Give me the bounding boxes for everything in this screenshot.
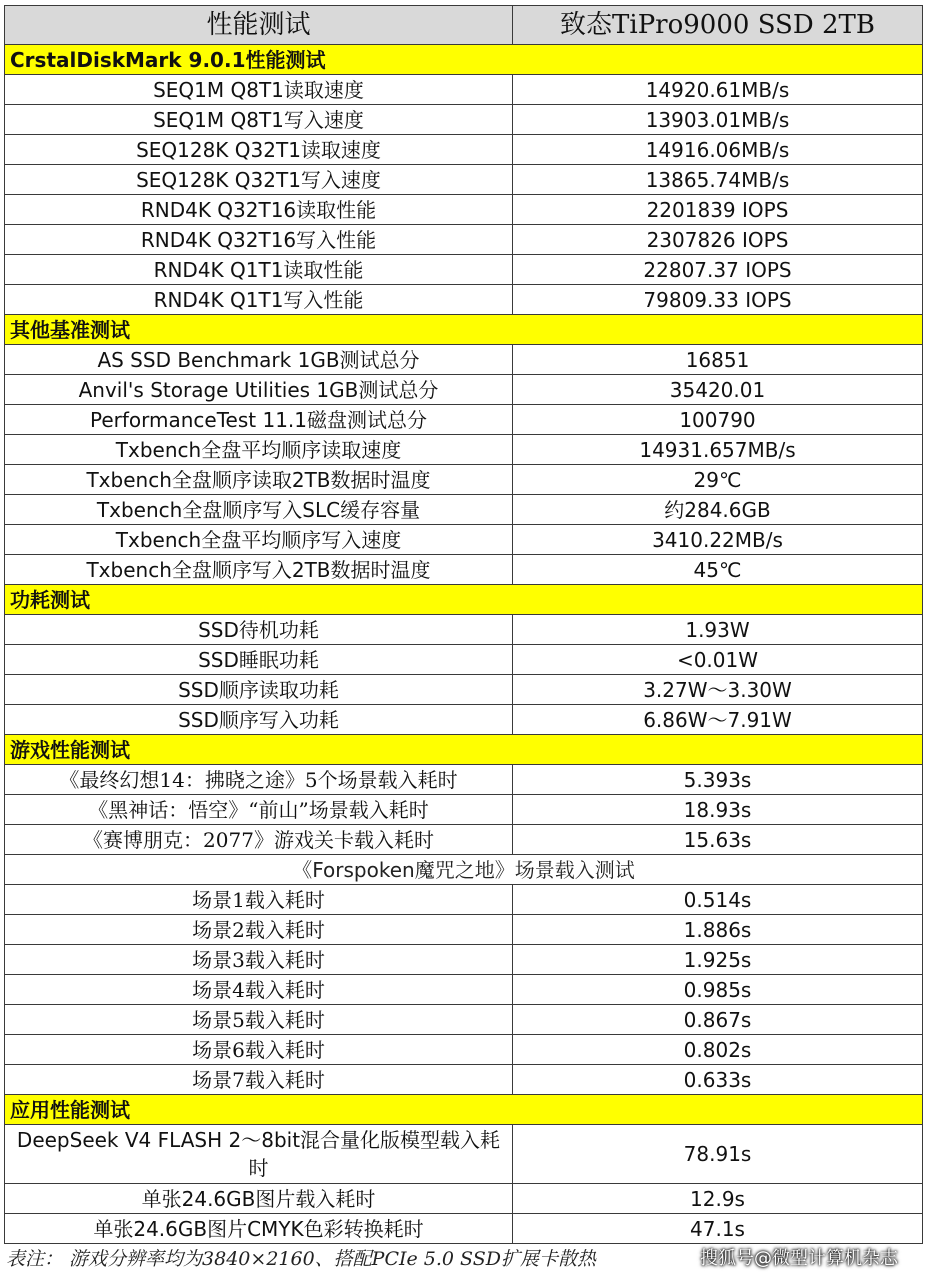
section-title: CrstalDiskMark 9.0.1性能测试 bbox=[5, 45, 923, 75]
test-value: 22807.37 IOPS bbox=[513, 255, 923, 285]
test-value: 12.9s bbox=[513, 1184, 923, 1214]
test-label: SEQ128K Q32T1读取速度 bbox=[5, 135, 513, 165]
test-value: <0.01W bbox=[513, 645, 923, 675]
test-label: SSD待机功耗 bbox=[5, 615, 513, 645]
test-value: 5.393s bbox=[513, 765, 923, 795]
test-value: 14916.06MB/s bbox=[513, 135, 923, 165]
table-row bbox=[5, 135, 923, 165]
test-value: 15.63s bbox=[513, 825, 923, 855]
test-value: 18.93s bbox=[513, 795, 923, 825]
table-row bbox=[5, 1214, 923, 1244]
test-label: 场景5载入耗时 bbox=[5, 1005, 513, 1035]
table-row bbox=[5, 795, 923, 825]
table-row bbox=[5, 945, 923, 975]
test-value: 1.886s bbox=[513, 915, 923, 945]
source-watermark: 搜狐号@微型计算机杂志 bbox=[700, 1248, 898, 1269]
test-value: 0.867s bbox=[513, 1005, 923, 1035]
table-row bbox=[5, 345, 923, 375]
test-value: 2201839 IOPS bbox=[513, 195, 923, 225]
table-row bbox=[5, 225, 923, 255]
test-label: 《黑神话：悟空》“前山”场景载入耗时 bbox=[5, 795, 513, 825]
table-row bbox=[5, 255, 923, 285]
test-value: 47.1s bbox=[513, 1214, 923, 1244]
test-label: 场景2载入耗时 bbox=[5, 915, 513, 945]
test-label: SEQ128K Q32T1写入速度 bbox=[5, 165, 513, 195]
test-label: SSD睡眠功耗 bbox=[5, 645, 513, 675]
test-label: RND4K Q1T1读取性能 bbox=[5, 255, 513, 285]
test-label: RND4K Q32T16写入性能 bbox=[5, 225, 513, 255]
test-value: 0.633s bbox=[513, 1065, 923, 1095]
test-value: 0.802s bbox=[513, 1035, 923, 1065]
table-row bbox=[5, 705, 923, 735]
test-label: RND4K Q32T16读取性能 bbox=[5, 195, 513, 225]
section-row bbox=[5, 1095, 923, 1125]
test-value: 6.86W～7.91W bbox=[513, 705, 923, 735]
section-title: 应用性能测试 bbox=[5, 1095, 923, 1125]
test-label: 场景7载入耗时 bbox=[5, 1065, 513, 1095]
test-label: Txbench全盘顺序写入SLC缓存容量 bbox=[5, 495, 513, 525]
test-value: 78.91s bbox=[513, 1125, 923, 1184]
table-row bbox=[5, 1035, 923, 1065]
test-label: Txbench全盘顺序读取2TB数据时温度 bbox=[5, 465, 513, 495]
table-row bbox=[5, 525, 923, 555]
test-value: 1.925s bbox=[513, 945, 923, 975]
test-label: RND4K Q1T1写入性能 bbox=[5, 285, 513, 315]
test-value: 79809.33 IOPS bbox=[513, 285, 923, 315]
table-row bbox=[5, 195, 923, 225]
test-label: SSD顺序写入功耗 bbox=[5, 705, 513, 735]
test-label: Txbench全盘平均顺序读取速度 bbox=[5, 435, 513, 465]
test-label: 场景3载入耗时 bbox=[5, 945, 513, 975]
table-note: 表注： 游戏分辨率均为3840×2160、搭配PCIe 5.0 SSD扩展卡散热 bbox=[6, 1248, 596, 1270]
test-value: 100790 bbox=[513, 405, 923, 435]
table-row bbox=[5, 405, 923, 435]
test-label: 场景1载入耗时 bbox=[5, 885, 513, 915]
test-label: SSD顺序读取功耗 bbox=[5, 675, 513, 705]
test-label: AS SSD Benchmark 1GB测试总分 bbox=[5, 345, 513, 375]
test-value: 2307826 IOPS bbox=[513, 225, 923, 255]
table-row bbox=[5, 645, 923, 675]
test-label: Txbench全盘平均顺序写入速度 bbox=[5, 525, 513, 555]
test-value: 13903.01MB/s bbox=[513, 105, 923, 135]
test-value: 0.514s bbox=[513, 885, 923, 915]
table-row bbox=[5, 75, 923, 105]
table-row bbox=[5, 555, 923, 585]
table-row bbox=[5, 975, 923, 1005]
table-row bbox=[5, 465, 923, 495]
section-row bbox=[5, 585, 923, 615]
test-value: 29℃ bbox=[513, 465, 923, 495]
test-value: 16851 bbox=[513, 345, 923, 375]
test-value: 35420.01 bbox=[513, 375, 923, 405]
test-label: 场景4载入耗时 bbox=[5, 975, 513, 1005]
table-row bbox=[5, 825, 923, 855]
test-label: 《赛博朋克：2077》游戏关卡载入耗时 bbox=[5, 825, 513, 855]
table-row bbox=[5, 675, 923, 705]
test-label: DeepSeek V4 FLASH 2～8bit混合量化版模型载入耗时 bbox=[5, 1125, 513, 1184]
table-row bbox=[5, 885, 923, 915]
test-value: 3410.22MB/s bbox=[513, 525, 923, 555]
table-row bbox=[5, 615, 923, 645]
test-value: 14931.657MB/s bbox=[513, 435, 923, 465]
section-row bbox=[5, 45, 923, 75]
subheading-row bbox=[5, 855, 923, 885]
table-row bbox=[5, 495, 923, 525]
benchmark-table bbox=[4, 5, 923, 1244]
table-row bbox=[5, 165, 923, 195]
test-label: SEQ1M Q8T1写入速度 bbox=[5, 105, 513, 135]
table-row bbox=[5, 375, 923, 405]
test-value: 约284.6GB bbox=[513, 495, 923, 525]
test-label: 《最终幻想14：拂晓之途》5个场景载入耗时 bbox=[5, 765, 513, 795]
test-label: SEQ1M Q8T1读取速度 bbox=[5, 75, 513, 105]
test-value: 14920.61MB/s bbox=[513, 75, 923, 105]
table-row bbox=[5, 765, 923, 795]
section-title: 游戏性能测试 bbox=[5, 735, 923, 765]
section-title: 其他基准测试 bbox=[5, 315, 923, 345]
test-value: 3.27W～3.30W bbox=[513, 675, 923, 705]
section-row bbox=[5, 735, 923, 765]
table-row bbox=[5, 285, 923, 315]
test-value: 45℃ bbox=[513, 555, 923, 585]
section-title: 功耗测试 bbox=[5, 585, 923, 615]
test-label: 单张24.6GB图片载入耗时 bbox=[5, 1184, 513, 1214]
test-label: Anvil's Storage Utilities 1GB测试总分 bbox=[5, 375, 513, 405]
test-value: 13865.74MB/s bbox=[513, 165, 923, 195]
test-value: 1.93W bbox=[513, 615, 923, 645]
table-row bbox=[5, 1065, 923, 1095]
test-label: Txbench全盘顺序写入2TB数据时温度 bbox=[5, 555, 513, 585]
table-row bbox=[5, 435, 923, 465]
table-header-row bbox=[5, 6, 923, 45]
table-row bbox=[5, 915, 923, 945]
header-product-name: 致态TiPro9000 SSD 2TB bbox=[513, 6, 923, 45]
table-row bbox=[5, 1184, 923, 1214]
subheading: 《Forspoken魔咒之地》场景载入测试 bbox=[5, 855, 923, 885]
table-row bbox=[5, 105, 923, 135]
test-label: 单张24.6GB图片CMYK色彩转换耗时 bbox=[5, 1214, 513, 1244]
header-test-name: 性能测试 bbox=[5, 6, 513, 45]
test-label: PerformanceTest 11.1磁盘测试总分 bbox=[5, 405, 513, 435]
test-label: 场景6载入耗时 bbox=[5, 1035, 513, 1065]
section-row bbox=[5, 315, 923, 345]
table-row bbox=[5, 1125, 923, 1184]
test-value: 0.985s bbox=[513, 975, 923, 1005]
table-row bbox=[5, 1005, 923, 1035]
